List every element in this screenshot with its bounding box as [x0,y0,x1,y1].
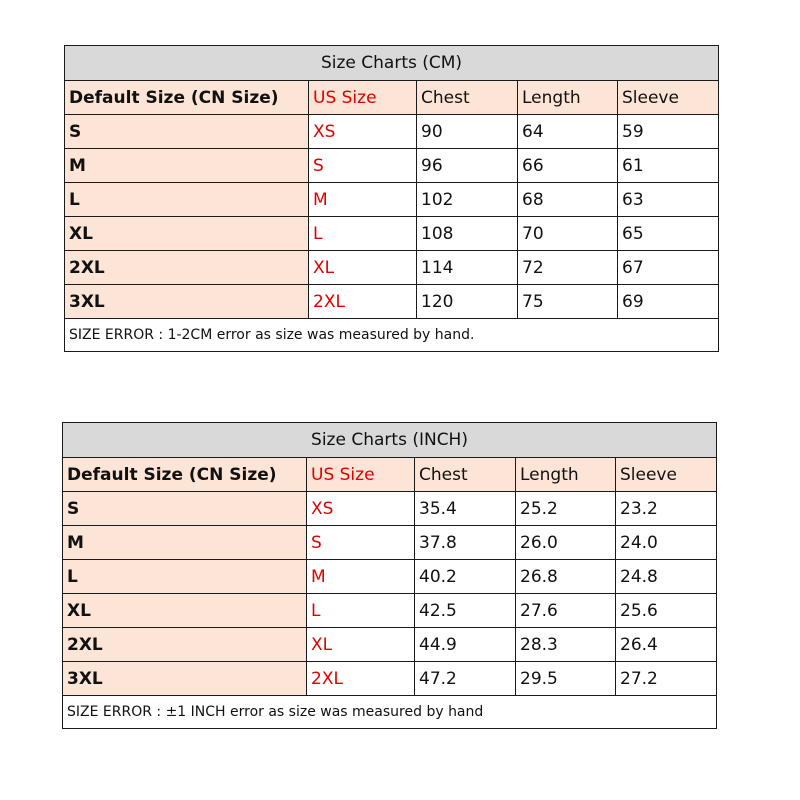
sleeve-cell: 23.2 [616,492,717,526]
table-row [65,217,719,251]
header-chest: Chest [417,81,518,115]
us-size-cell: XS [307,492,415,526]
chest-cell: 120 [417,285,518,319]
table-row [65,149,719,183]
sleeve-cell: 67 [618,251,719,285]
sleeve-cell: 69 [618,285,719,319]
header-cn-size: Default Size (CN Size) [65,81,309,115]
size-chart-cm-table [64,45,719,352]
length-cell: 68 [518,183,618,217]
sleeve-cell: 24.8 [616,560,717,594]
length-cell: 27.6 [516,594,616,628]
chest-cell: 40.2 [415,560,516,594]
header-us-size: US Size [309,81,417,115]
size-chart-inch-table [62,422,717,729]
us-size-cell: S [307,526,415,560]
sleeve-cell: 25.6 [616,594,717,628]
cn-size-cell: XL [63,594,307,628]
length-cell: 29.5 [516,662,616,696]
cn-size-cell: 3XL [65,285,309,319]
chest-cell: 102 [417,183,518,217]
table-row [63,628,717,662]
length-cell: 26.8 [516,560,616,594]
us-size-cell: M [309,183,417,217]
length-cell: 64 [518,115,618,149]
cn-size-cell: 2XL [65,251,309,285]
us-size-cell: 2XL [307,662,415,696]
us-size-cell: S [309,149,417,183]
table-header-row [63,458,717,492]
chest-cell: 47.2 [415,662,516,696]
sleeve-cell: 59 [618,115,719,149]
chest-cell: 35.4 [415,492,516,526]
cn-size-cell: M [65,149,309,183]
table-row [63,594,717,628]
cn-size-cell: 2XL [63,628,307,662]
us-size-cell: 2XL [309,285,417,319]
table-row [65,251,719,285]
us-size-cell: XL [307,628,415,662]
table-title-row [63,423,717,458]
cn-size-cell: S [65,115,309,149]
cn-size-cell: S [63,492,307,526]
table-header-row [65,81,719,115]
header-length: Length [516,458,616,492]
cn-size-cell: L [65,183,309,217]
chest-cell: 37.8 [415,526,516,560]
table-row [65,115,719,149]
sleeve-cell: 24.0 [616,526,717,560]
cn-size-cell: L [63,560,307,594]
length-cell: 26.0 [516,526,616,560]
us-size-cell: L [307,594,415,628]
table-row [63,526,717,560]
header-chest: Chest [415,458,516,492]
length-cell: 28.3 [516,628,616,662]
chest-cell: 90 [417,115,518,149]
cn-size-cell: 3XL [63,662,307,696]
cn-size-cell: XL [65,217,309,251]
size-error-note: SIZE ERROR : 1-2CM error as size was measured by hand. [65,319,719,352]
length-cell: 66 [518,149,618,183]
table-title: Size Charts (CM) [65,46,719,81]
table-title: Size Charts (INCH) [63,423,717,458]
size-error-note: SIZE ERROR : ±1 INCH error as size was measured by hand [63,696,717,729]
chest-cell: 42.5 [415,594,516,628]
table-row [63,492,717,526]
header-us-size: US Size [307,458,415,492]
table-row [63,662,717,696]
sleeve-cell: 61 [618,149,719,183]
header-sleeve: Sleeve [616,458,717,492]
header-length: Length [518,81,618,115]
table-row [65,285,719,319]
length-cell: 25.2 [516,492,616,526]
us-size-cell: L [309,217,417,251]
table-title-row [65,46,719,81]
length-cell: 72 [518,251,618,285]
us-size-cell: XS [309,115,417,149]
chest-cell: 108 [417,217,518,251]
sleeve-cell: 27.2 [616,662,717,696]
sleeve-cell: 63 [618,183,719,217]
table-row [65,183,719,217]
cn-size-cell: M [63,526,307,560]
us-size-cell: M [307,560,415,594]
chest-cell: 96 [417,149,518,183]
table-note-row [63,696,717,729]
chest-cell: 44.9 [415,628,516,662]
length-cell: 70 [518,217,618,251]
header-cn-size: Default Size (CN Size) [63,458,307,492]
us-size-cell: XL [309,251,417,285]
sleeve-cell: 65 [618,217,719,251]
length-cell: 75 [518,285,618,319]
header-sleeve: Sleeve [618,81,719,115]
chest-cell: 114 [417,251,518,285]
table-note-row [65,319,719,352]
sleeve-cell: 26.4 [616,628,717,662]
table-row [63,560,717,594]
